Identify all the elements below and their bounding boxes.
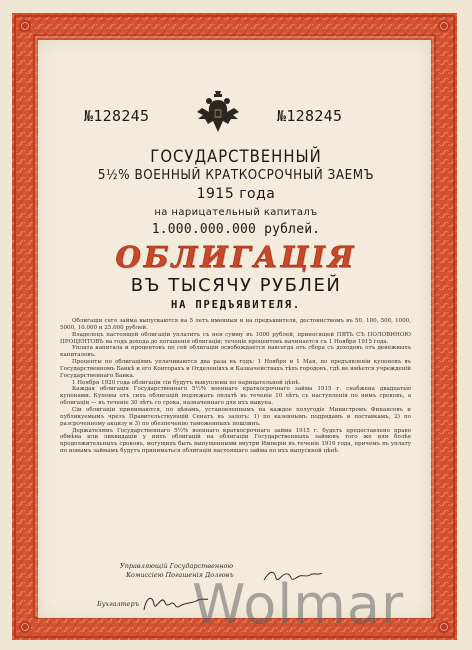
signatory-title-line1: Управляющій Государственною: [120, 562, 234, 570]
capital-amount: 1.000.000.000 рублей.: [151, 222, 321, 237]
serial-number-left: №128245: [84, 107, 150, 125]
bond-title-line1: ГОСУДАРСТВЕННЫЙ: [150, 147, 322, 166]
signatory-title-line2: Комиссіею Погашенія Долговъ: [126, 571, 234, 579]
serial-number-right: №128245: [277, 107, 343, 125]
capital-label: на нарицательный капиталъ: [154, 207, 318, 218]
terms-paragraph: Держателямъ Государственнаго 5½% военнаго краткосрочнаго займа 1915 г. будетъ предоставлено право обмѣна или ликвидаціи у нихъ облигацій на облигаціи Государственныхъ займовъ того же или болѣе продолжительныхъ сроковъ, могущихъ быть выпущенными внутри Имперіи въ теченіе 1916 года, причемъ въ уплату по новымъ займамъ будутъ приниматься облигаціи настоящаго займа по ихъ выпускной цѣнѣ.: [60, 427, 411, 455]
terms-paragraph: Сіи облигаціи принимаются, по цѣнамъ, установленнымъ на каждое полугодіе Министромъ Финансовъ и публикуемымъ чрезъ Правительствующій Сенатъ въ залогъ: 1) по казеннымъ подрядамъ и поставкамъ, 2) по разсроченному акцизу и 3) по обезпеченію таможенныхъ пошлинъ.: [60, 406, 411, 427]
terms-paragraph: Облигаціи сего займа выпускаются на 5 летъ именныя и на предъявителя, достоинствомъ въ 50, 100, 500, 1000, 5000, 10.000 и 25.000 рублей.: [60, 318, 411, 331]
bond-headline: [0, 240, 472, 274]
terms-paragraph: Уплата капитала и процентовъ по сей облигаціи освобождается навсегда отъ сбора съ доходовъ отъ денежныхъ капиталовъ.: [60, 345, 411, 359]
terms-paragraph: Каждая облигація Государственнаго 5½% военнаго краткосрочнаго займа 1915 г. снабжена двадцатью купонами. Купоны отъ сихъ облигацій подлежатъ оплатѣ въ теченіе 10 лѣтъ съ наступленія по нимъ сроковъ, а облигаціи — въ теченіе 30 лѣтъ со срока, назначеннаго для ихъ выкупа.: [60, 386, 411, 407]
terms-paragraph: 1 Ноября 1920 года облигаціи сіи будутъ выкуплены по нарицательной цѣнѣ.: [72, 379, 301, 386]
double-headed-eagle-icon: [193, 88, 243, 138]
bond-terms-text: [60, 318, 411, 455]
bond-title-line2: 5½% ВОЕННЫЙ КРАТКОСРОЧНЫЙ ЗАЕМЪ: [97, 168, 375, 183]
terms-paragraph: Владелецъ настоящей облигаціи уплатитъ съ нея сумму въ 1000 рублей, приносящей ПЯТЬ СЪ ПОЛОВИНОЮ ПРОЦЕНТОВЪ на годъ дохода до погашенія облигаціи; теченіе процентовъ начинается съ 1 Ноября 1915 года.: [60, 331, 411, 345]
accountant-label: Бухгалтеръ: [97, 600, 140, 608]
watermark-text: Wolmar: [192, 573, 405, 636]
terms-paragraph: Проценты по облигаціямъ уплачиваются два раза въ годъ: 1 Ноября и 1 Мая, по предъявленіи купоновъ въ Государственномъ Банкѣ и его Конторахъ и Отделеніяхъ и Казначействахъ тѣхъ городовъ, гдѣ не имѣется учрежденій Государственнаго Банка.: [60, 359, 411, 379]
bearer-line: НА ПРЕДЪЯВИТЕЛЯ.: [171, 299, 301, 311]
denomination: ВЪ ТЫСЯЧУ РУБЛЕЙ: [130, 275, 342, 296]
bond-year: 1915 года: [196, 186, 276, 202]
headline-text: ОБЛИГАЦІЯ: [115, 240, 357, 274]
